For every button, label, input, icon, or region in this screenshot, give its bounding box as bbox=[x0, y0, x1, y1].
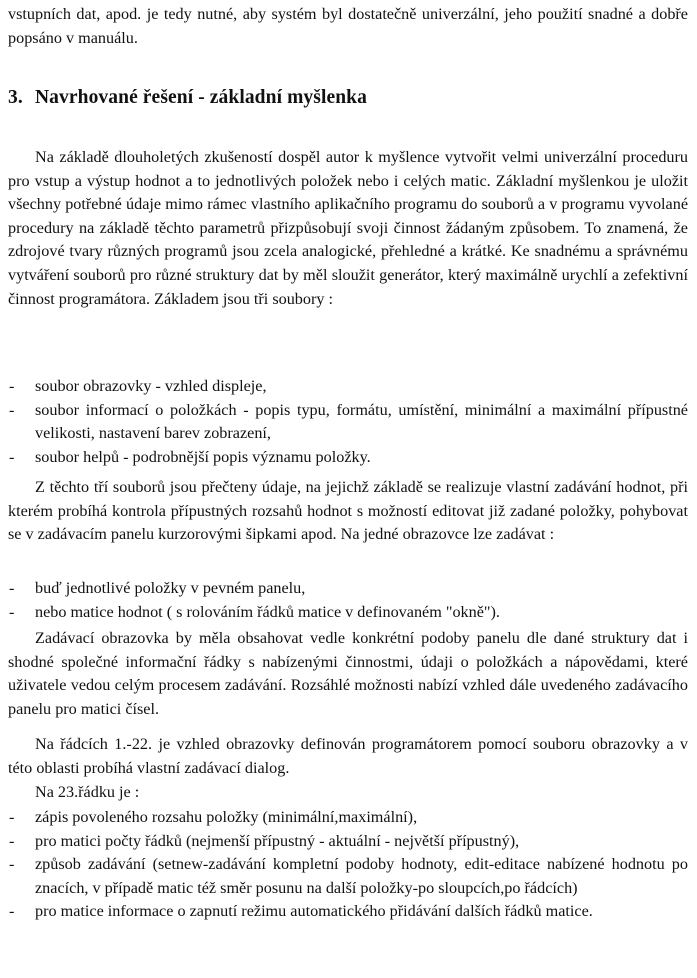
intro-text: vstupních dat, apod. je tedy nutné, aby systém byl dostatečně univerzální, jeho použití snadné a dobře popsáno v manuálu. bbox=[8, 5, 688, 47]
dash-marker: - bbox=[9, 808, 15, 826]
paragraph-1: Na základě dlouholetých zkušeností dospěl autor k myšlence vytvořit velmi univerzální proceduru pro vstup a výstup hodnot a to jednotlivých položek nebo i celých matic. Základní myšlenkou je uložit všechny potřebné údaje mimo rámec vlastního aplikačního programu do souborů a v programu vyvolané procedury na základě těchto parametrů přizpůsobují svoji činnost žádaným způsobem. To znamená, že zdrojové tvary různých programů jsou zcela analogické, přehledné a krátké. Ke snadnému a správnému vytváření souborů pro různé struktury dat by měl sloužit generátor, který maximálně urychlí a zefektivní činnost programátora. Základem jsou tři soubory : bbox=[8, 148, 688, 308]
list-item: - soubor helpů - podrobnější popis významu položky. bbox=[8, 446, 688, 470]
row23-list bbox=[8, 806, 688, 924]
section-title: Navrhované řešení - základní myšlenka bbox=[35, 87, 367, 108]
section-number: 3. bbox=[8, 87, 23, 108]
paragraph-3: Zadávací obrazovka by měla obsahovat vedle konkrétní podoby panelu dle dané struktury dat i shodné společné informační řádky s nabízenými činnostmi, údaji o položkách a nápovědami, které uživatele vedou celým procesem zadávání. Rozsáhlé možnosti nabízí vzhled dále uvedeného zadávacího panelu pro matici čísel. bbox=[8, 629, 688, 718]
list-item: - soubor informací o položkách - popis typu, formátu, umístění, minimální a maximální přípustné velikosti, nastavení barev zobrazení, bbox=[9, 400, 688, 443]
dash-marker: - bbox=[9, 831, 15, 850]
file-list bbox=[8, 375, 688, 469]
paragraph-2: Z těchto tří souborů jsou přečteny údaje, na jejichž základě se realizuje vlastní zadávání hodnot, při kterém probíhá kontrola přípustných rozsahů hodnot s možností editovat již zadané položky, pohybovat se v zadávacím panelu kurzorovými šipkami apod. Na jedné obrazovce lze zadávat : bbox=[8, 478, 688, 544]
list-item: - pro matici počty řádků (nejmenší přípustný - aktuální - největší přípustný), bbox=[8, 830, 688, 854]
dash-marker: - bbox=[9, 447, 15, 466]
input-mode-list bbox=[8, 577, 688, 624]
list-item: - pro matice informace o zapnutí režimu automatického přidávání dalších řádků matice. bbox=[8, 900, 688, 924]
list-item: - způsob zadávání (setnew-zadávání kompletní podoby hodnoty, edit-editace nabízené hodnotu po znacích, v případě matic též směr posunu na další položky-po sloupcích,po řádcích) bbox=[9, 855, 688, 897]
paragraph-5: Na 23.řádku je : bbox=[35, 783, 140, 801]
dash-marker: - bbox=[9, 602, 15, 621]
list-item: - soubor obrazovky - vzhled displeje, bbox=[8, 375, 688, 399]
paragraph-4: Na řádcích 1.-22. je vzhled obrazovky definován programátorem pomocí souboru obrazovky a v této oblasti probíhá vlastní zadávací dialog. bbox=[8, 735, 688, 777]
list-item: - nebo matice hodnot ( s rolováním řádků matice v definovaném "okně"). bbox=[8, 601, 688, 625]
dash-marker: - bbox=[9, 902, 15, 921]
list-item: - buď jednotlivé položky v pevném panelu, bbox=[8, 577, 688, 601]
dash-marker: - bbox=[9, 579, 15, 597]
list-item: - zápis povoleného rozsahu položky (minimální,maximální), bbox=[8, 806, 688, 830]
dash-marker: - bbox=[9, 377, 15, 395]
section-heading bbox=[8, 85, 367, 111]
dash-marker: - bbox=[9, 855, 15, 874]
dash-marker: - bbox=[9, 400, 15, 419]
